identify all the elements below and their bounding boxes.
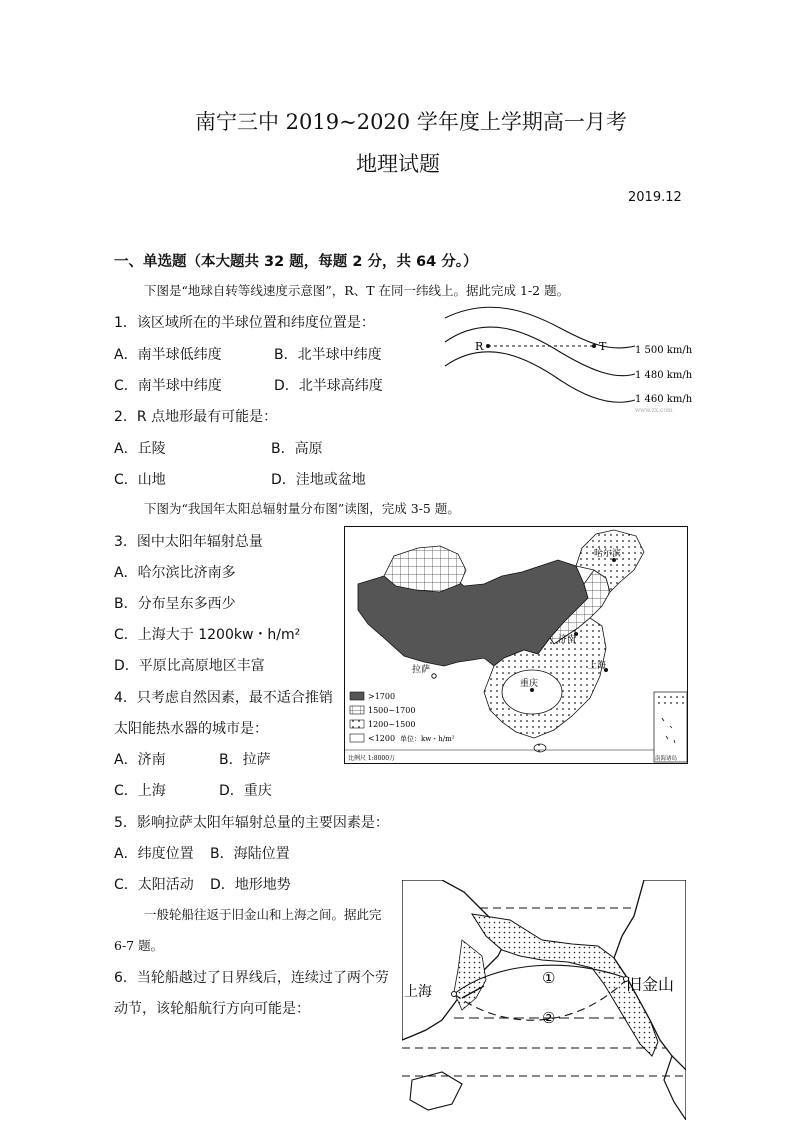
q5-option-b: B．海陆位置 — [210, 846, 290, 862]
q4-stem-1: 4．只考虑自然因素，最不适合推销 — [114, 690, 333, 706]
q5-option-c: C．太阳活动 — [114, 877, 194, 893]
label-1500: 1 500 km/h — [635, 345, 693, 356]
pacific-route-map — [402, 880, 686, 1120]
islands-south — [410, 1072, 462, 1110]
q6-stem-1: 6．当轮船越过了日界线后，连续过了两个劳 — [114, 970, 389, 986]
section-title: 一、单选题（本大题共 32 题，每题 2 分，共 64 分。） — [114, 254, 478, 270]
city-chongqing-label: 重庆 — [520, 679, 539, 689]
city-shanghai-point — [452, 992, 457, 997]
city-jinan-label: 济南 — [558, 635, 577, 645]
q4-stem-2: 太阳能热水器的城市是： — [114, 721, 268, 737]
point-r — [486, 344, 490, 348]
q3-option-c: C．上海大于 1200kw・h/m² — [114, 627, 301, 643]
city-lhasa — [432, 674, 436, 678]
asia-coast — [402, 880, 506, 1040]
exam-title: 南宁三中 2019~2020 学年度上学期高一月考 — [195, 110, 627, 134]
q5-option-a: A．纬度位置 — [114, 846, 194, 862]
legend-swatch-over-1700 — [350, 692, 364, 700]
legend-swatch-1500-1700 — [350, 706, 364, 714]
label-shanghai: 上海 — [404, 984, 432, 1000]
q4-option-d: D．重庆 — [219, 783, 272, 799]
isoline-1460 — [445, 352, 635, 402]
legend-swatch-under-1200 — [350, 734, 364, 742]
exam-subtitle: 地理试题 — [356, 152, 440, 176]
q1-option-d: D．北半球高纬度 — [274, 378, 383, 394]
q4-option-c: C．上海 — [114, 783, 166, 799]
q4-option-a: A．济南 — [114, 752, 166, 768]
q1-option-c: C．南半球中纬度 — [114, 378, 222, 394]
inset-coast — [656, 696, 684, 708]
label-sf: 旧金山 — [626, 975, 675, 994]
q2-option-c: C．山地 — [114, 472, 166, 488]
label-t: T — [599, 340, 607, 353]
legend-label-1500-1700: 1500~1700 — [368, 706, 416, 715]
q4-option-b: B．拉萨 — [219, 752, 271, 768]
china-solar-map — [344, 526, 688, 764]
exam-date: 2019.12 — [628, 190, 682, 205]
hainan-island — [534, 744, 546, 752]
legend-swatch-1200-1500 — [350, 720, 364, 728]
isoline-1500 — [445, 307, 635, 348]
legend-unit: 单位：kw・h/m² — [400, 735, 455, 743]
group1-intro: 下图是“地球自转等线速度示意图”，R、T 在同一纬线上。据此完成 1-2 题。 — [144, 283, 570, 298]
inset-label: 南海诸岛 — [655, 756, 678, 762]
legend-label-over-1700: >1700 — [368, 692, 396, 701]
map-scale: 比例尺 1:8000万 — [348, 755, 396, 762]
watermark: www.zx.com — [635, 407, 673, 414]
q1-option-b: B．北半球中纬度 — [274, 347, 382, 363]
q5-option-d: D．地形地势 — [210, 877, 291, 893]
group3-intro-1: 一般轮船往返于旧金山和上海之间。据此完 — [144, 907, 382, 922]
label-1480: 1 480 km/h — [635, 370, 693, 381]
q3-option-b: B．分布呈东多西少 — [114, 596, 236, 612]
group3-intro-2: 6-7 题。 — [114, 938, 164, 953]
q5-stem: 5．影响拉萨太阳年辐射总量的主要因素是： — [114, 815, 389, 831]
q2-option-a: A．丘陵 — [114, 441, 166, 457]
q2-option-b: B．高原 — [271, 441, 323, 457]
legend-label-under-1200: <1200 — [368, 734, 396, 743]
q3-stem: 3．图中太阳年辐射总量 — [114, 534, 263, 550]
label-route-2: ② — [542, 1009, 556, 1027]
legend-label-1200-1500: 1200~1500 — [368, 720, 416, 729]
city-harbin-label: 哈尔滨 — [594, 549, 622, 559]
group2-intro: 下图为“我国年太阳总辐射量分布图”读图，完成 3-5 题。 — [144, 501, 460, 516]
q1-option-a: A．南半球低纬度 — [114, 347, 222, 363]
isoline-1480 — [445, 327, 635, 376]
label-route-1: ① — [542, 969, 556, 987]
label-r: R — [475, 340, 484, 353]
q3-option-a: A．哈尔滨比济南多 — [114, 565, 236, 581]
point-t — [592, 344, 596, 348]
q6-stem-2: 动节，该轮船航行方向可能是： — [114, 1001, 310, 1017]
city-shanghai-label: 上海 — [588, 661, 607, 671]
q1-stem: 1．该区域所在的半球位置和纬度位置是： — [114, 315, 375, 331]
q2-stem: 2．R 点地形最有可能是： — [114, 409, 278, 425]
q3-option-d: D．平原比高原地区丰富 — [114, 658, 265, 674]
label-1460: 1 460 km/h — [635, 394, 693, 405]
q2-option-d: D．洼地或盆地 — [271, 472, 366, 488]
rotation-speed-figure — [440, 304, 700, 416]
city-lhasa-label: 拉萨 — [412, 665, 431, 675]
